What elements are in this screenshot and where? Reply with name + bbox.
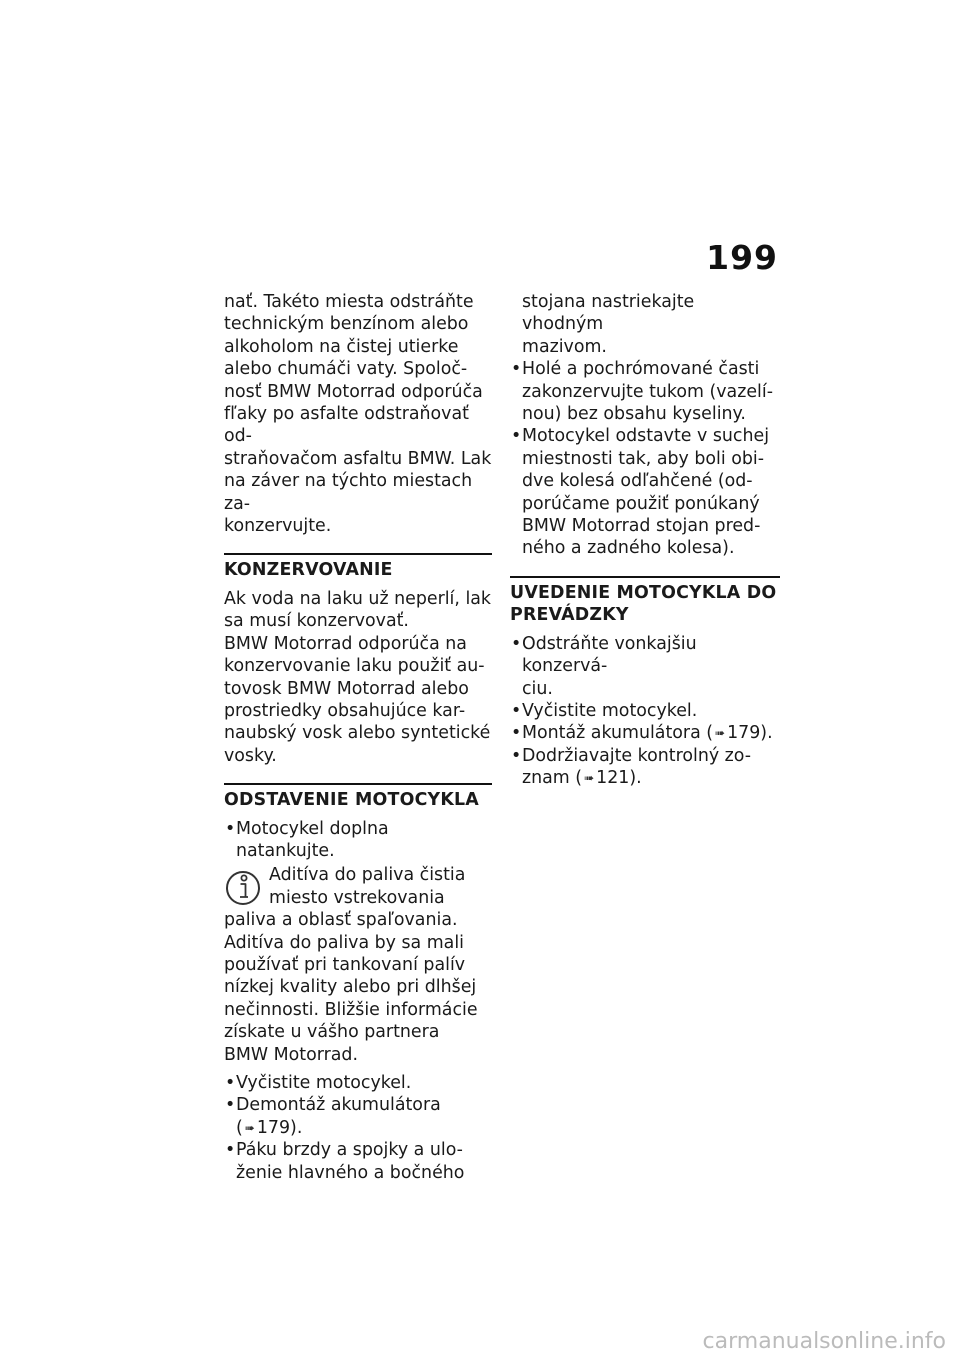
bullet-dot: • [511,700,522,721]
list-item [224,1139,492,1184]
section-uvedenie [510,576,780,790]
text-line: fľaky po asfalte odstraňovať od- [224,404,469,447]
list-item-text: Motocykel odstavte v suchej [522,426,770,447]
list-item [224,818,492,863]
text-line: alebo chumáči vaty. Spoloč- [224,359,468,380]
page-number: 199 [706,238,778,277]
list-item-text: nou) bez obsahu kyseliny. [522,404,746,425]
list-item-text: Páku brzdy a spojky a ulo- [236,1140,463,1161]
watermark: carmanualsonline.info [702,1329,946,1354]
text-line: nečinnosti. Bližšie informácie [224,999,478,1020]
list-item [510,425,780,559]
heading-line: UVEDENIE MOTOCYKLA DO [510,582,777,603]
text-line: alkoholom na čistej utierke [224,336,459,357]
list-item [510,700,780,722]
bullet-dot: • [511,359,522,380]
arrow-right-icon: ➠ [715,726,726,741]
text-line: nať. Takéto miesta odstráňte [224,292,474,312]
text-line: mazivom. [522,336,607,357]
text-line: Aditíva do paliva čistia [269,865,466,886]
arrow-right-icon: ➠ [244,1120,255,1135]
section-heading: KONZERVOVANIE [224,560,393,581]
bullet-dot: • [511,633,522,654]
text-line: nosť BMW Motorrad odporúča [224,381,483,402]
text-line: na záver na týchto miestach za- [224,471,473,514]
text-line: miesto vstrekovania [269,887,445,908]
bullet-dot: • [225,1140,236,1161]
bullet-dot: • [225,1073,236,1093]
list-item-text: ženie hlavného a bočného [236,1162,465,1183]
text-line: používať pri tankovaní palív [224,954,466,975]
text-line: vosky. [224,745,277,766]
list-item [510,745,780,790]
text-line: naubský vosk alebo syntetické [224,723,491,744]
list-item-text: Demontáž akumulátora [236,1095,441,1116]
text-line: prostriedky obsahujúce kar- [224,700,466,721]
bullet-list [510,358,780,560]
intro-paragraph [224,291,492,537]
list-item-text: miestnosti tak, aby boli obi- [522,448,765,469]
left-column [224,291,492,1184]
list-item-text: BMW Motorrad stojan pred- [522,516,761,537]
section-heading: ODSTAVENIE MOTOCYKLA [224,790,479,811]
bullet-dot: • [511,723,522,744]
list-item [510,358,780,425]
text-line: sa musí konzervovať. [224,611,409,632]
list-item-text: ného a zadného kolesa). [522,538,735,559]
text-line: paliva a oblasť spaľovania. [224,910,458,931]
list-item [510,633,780,700]
text-line: Aditíva do paliva by sa mali [224,932,464,953]
section-konzervovanie [224,553,492,767]
list-item-text: ciu. [522,678,553,699]
bullet-list [510,633,780,790]
text-line: Ak voda na laku už neperlí, lak [224,588,491,609]
info-icon [224,864,264,908]
text-line: straňovačom asfaltu BMW. Lak [224,448,492,469]
info-note [224,864,492,1066]
list-item-text: Vyčistite motocykel. [522,700,698,721]
list-item-text: znam ( [522,768,583,789]
text-line: stojana nastriekajte vhodným [522,292,695,335]
section-heading [510,582,780,627]
bullet-dot: • [511,745,522,766]
page-reference: 179). [256,1117,303,1138]
bullet-list [224,818,492,863]
list-item-text: zakonzervujte tukom (vazelí- [522,381,773,402]
list-item [224,1094,492,1139]
list-item-text: Dodržiavajte kontrolný zo- [522,745,752,766]
page-reference: 179). [727,723,773,744]
arrow-right-icon: ➠ [584,771,595,786]
bullet-dot: • [511,426,522,447]
text-line: tovosk BMW Motorrad alebo [224,678,469,699]
heading-line: PREVÁDZKY [510,605,629,626]
list-item [510,722,780,744]
list-item-text: porúčame použiť ponúkaný [522,493,760,514]
text-line: BMW Motorrad odporúča na [224,633,467,654]
list-item-text: Holé a pochrómované časti [522,359,760,380]
text-line: nízkej kvality alebo pri dlhšej [224,977,477,998]
text-line: technickým benzínom alebo [224,314,469,335]
section-odstavenie [224,783,492,1184]
text-line: konzervujte. [224,516,332,537]
list-item-text: dve kolesá odľahčené (od- [522,471,753,492]
bullet-dot: • [225,818,236,839]
list-item-text: Montáž akumulátora ( [522,723,714,744]
ref-open: ( [236,1117,243,1138]
bullet-dot: • [225,1095,236,1116]
list-item-text: Odstráňte vonkajšiu konzervá- [522,633,697,677]
list-item-text: Motocykel doplna natankujte. [236,818,389,861]
bullet-list [224,1072,492,1184]
list-item [224,1072,492,1094]
text-line: konzervovanie laku použiť au- [224,656,485,677]
right-column [510,291,780,790]
text-line: získate u vášho partnera [224,1022,440,1043]
text-line: BMW Motorrad. [224,1044,358,1065]
list-item-text: Vyčistite motocykel. [236,1073,412,1093]
page-reference: 121). [596,768,642,789]
